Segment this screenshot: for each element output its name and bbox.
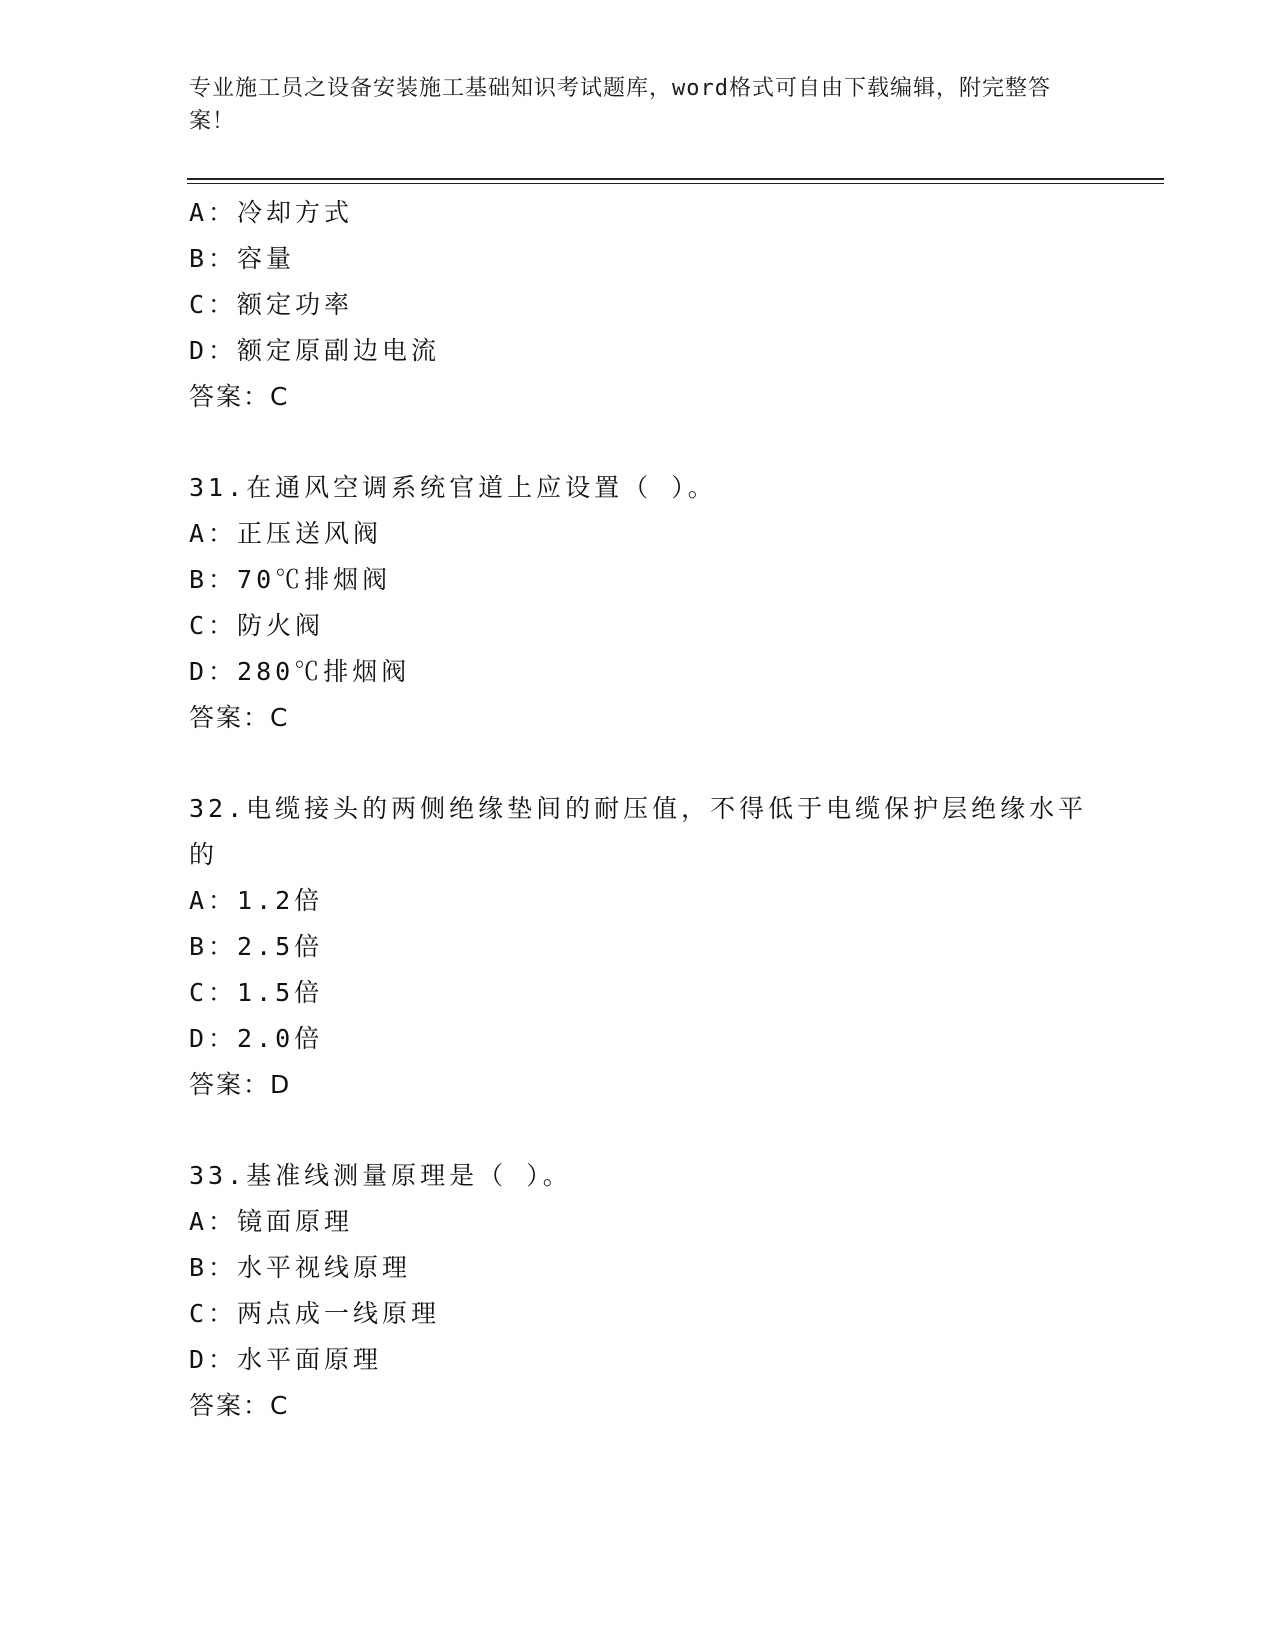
option-b: B：容量: [189, 244, 296, 273]
question-block-32: [189, 786, 1089, 1108]
option-c: C：1.5倍: [189, 978, 324, 1007]
answer-line: 答案：C: [189, 703, 290, 732]
option-a: A：镜面原理: [189, 1207, 354, 1236]
question-stem: 31.在通风空调系统官道上应设置（ ）。: [189, 473, 717, 502]
header-rule-thick: [187, 178, 1164, 180]
option-c: C：防火阀: [189, 611, 325, 640]
option-d: D：280℃排烟阀: [189, 657, 411, 686]
header-rule-thin: [187, 183, 1164, 184]
answer-line: 答案：D: [189, 1070, 292, 1099]
document-header: 专业施工员之设备安装施工基础知识考试题库，word格式可自由下载编辑，附完整答案！: [189, 76, 1051, 134]
option-b: B：水平视线原理: [189, 1253, 412, 1282]
question-block-31: [189, 465, 1089, 741]
option-a: A：正压送风阀: [189, 519, 383, 548]
question-block-30: [189, 190, 1089, 420]
question-list: [189, 190, 1089, 1429]
question-block-33: [189, 1153, 1089, 1429]
option-b: B：2.5倍: [189, 932, 324, 961]
question-stem: 32.电缆接头的两侧绝缘垫间的耐压值，不得低于电缆保护层绝缘水平的: [189, 794, 1088, 869]
option-d: D：2.0倍: [189, 1024, 324, 1053]
option-c: C：两点成一线原理: [189, 1299, 441, 1328]
answer-line: 答案：C: [189, 1391, 290, 1420]
question-stem: 33.基准线测量原理是（ ）。: [189, 1161, 572, 1190]
option-a: A：1.2倍: [189, 886, 324, 915]
option-d: D：水平面原理: [189, 1345, 383, 1374]
option-d: D：额定原副边电流: [189, 336, 441, 365]
answer-line: 答案：C: [189, 382, 290, 411]
option-b: B：70℃排烟阀: [189, 565, 392, 594]
option-a: A：冷却方式: [189, 198, 354, 227]
option-c: C：额定功率: [189, 290, 354, 319]
